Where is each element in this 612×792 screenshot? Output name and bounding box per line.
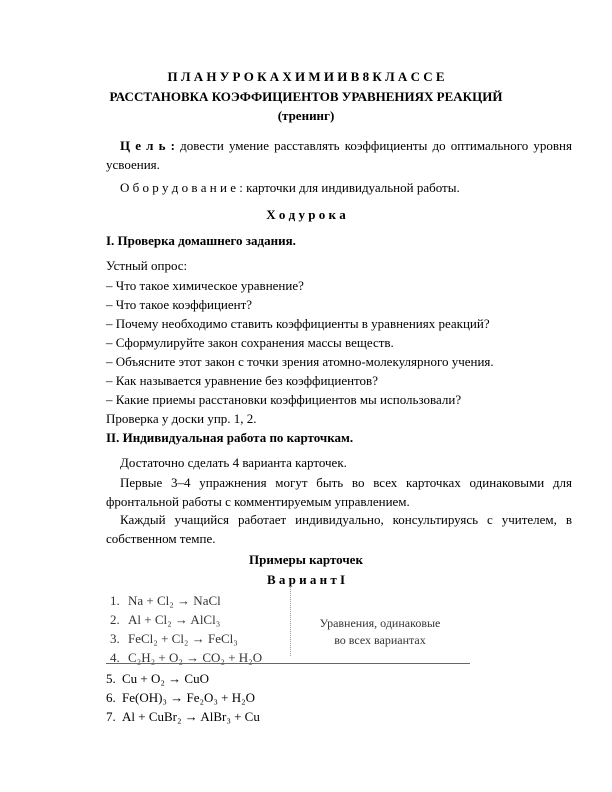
section2-p3: Каждый учащийся работает индивидуально, консультируясь с учителем, в собственном темпе. [106,512,572,546]
section1-title: I. Проверка домашнего задания. [106,233,296,248]
question-item: – Объясните этот закон с точки зрения атомно-молекулярного учения. [106,354,494,369]
equation: Fe(OH)₃ → Fe₂O₃ + H₂O [122,690,256,705]
question-list [106,276,494,428]
question-item: – Что такое химическое уравнение? [106,278,304,293]
equation: Al + CuBr₂ → AlBr₃ + Cu [122,709,260,724]
equation-number: 6. [106,690,116,705]
equipment-paragraph [120,180,460,196]
equation-number: 1. [110,593,120,608]
section1-intro: Устный опрос: [106,258,188,273]
section2-p1: Достаточно сделать 4 варианта карточек. [120,455,347,470]
question-item: – Как называется уравнение без коэффициентов? [106,373,378,388]
section2-title: II. Индивидуальная работа по карточкам. [106,430,354,445]
lesson-heading: Х о д у р о к а [266,207,346,222]
page-tag: (тренинг) [277,108,335,123]
page-subtitle: РАССТАНОВКА КОЭФФИЦИЕНТОВ УРАВНЕНИЯХ РЕАКЦИЙ [109,89,503,104]
table-bottom-rule [106,663,470,664]
common-note-line2: во всех вариантах [334,633,426,647]
section2-p2: Первые 3–4 упражнения могут быть во всех карточках одинаковыми для фронтальной работы с комментируемым управлением. [106,475,572,509]
equation-number: 3. [110,631,120,646]
equation-number: 5. [106,671,116,686]
common-note-line1: Уравнения, одинаковые [319,616,441,630]
equation-number: 2. [110,612,120,627]
examples-heading: Примеры карточек [249,552,363,567]
goal-label: Ц е л ь : [120,138,175,153]
equation: Cu + O₂ → CuO [122,671,209,686]
goal-paragraph [106,136,572,174]
equation: Al + Cl₂ → AlCl₃ [128,612,221,627]
equipment-text: карточки для индивидуальной работы. [246,180,460,195]
page-title: П Л А Н У Р О К А Х И М И И В 8 К Л А С С Е [167,69,445,84]
variant-heading: В а р и а н т I [266,572,346,587]
equation-number: 7. [106,709,116,724]
equation: C₂H₂ + O₂ → CO₂ + H₂O [128,650,263,665]
equation: Na + Cl₂ → NaCl [128,593,221,608]
equipment-label: О б о р у д о в а н и е : [120,180,243,195]
equation-number: 4. [110,650,120,665]
board-check: Проверка у доски упр. 1, 2. [106,411,257,426]
question-item: – Почему необходимо ставить коэффициенты в уравнениях реакций? [106,316,490,331]
question-item: – Какие приемы расстановки коэффициентов мы использовали? [106,392,462,407]
goal-text: довести умение расставлять коэффициенты до оптимального уровня усвоения. [106,138,572,172]
question-item: – Сформулируйте закон сохранения массы веществ. [106,335,394,350]
question-item: – Что такое коэффициент? [106,297,253,312]
equation: FeCl₂ + Cl₂ → FeCl₃ [128,631,238,646]
